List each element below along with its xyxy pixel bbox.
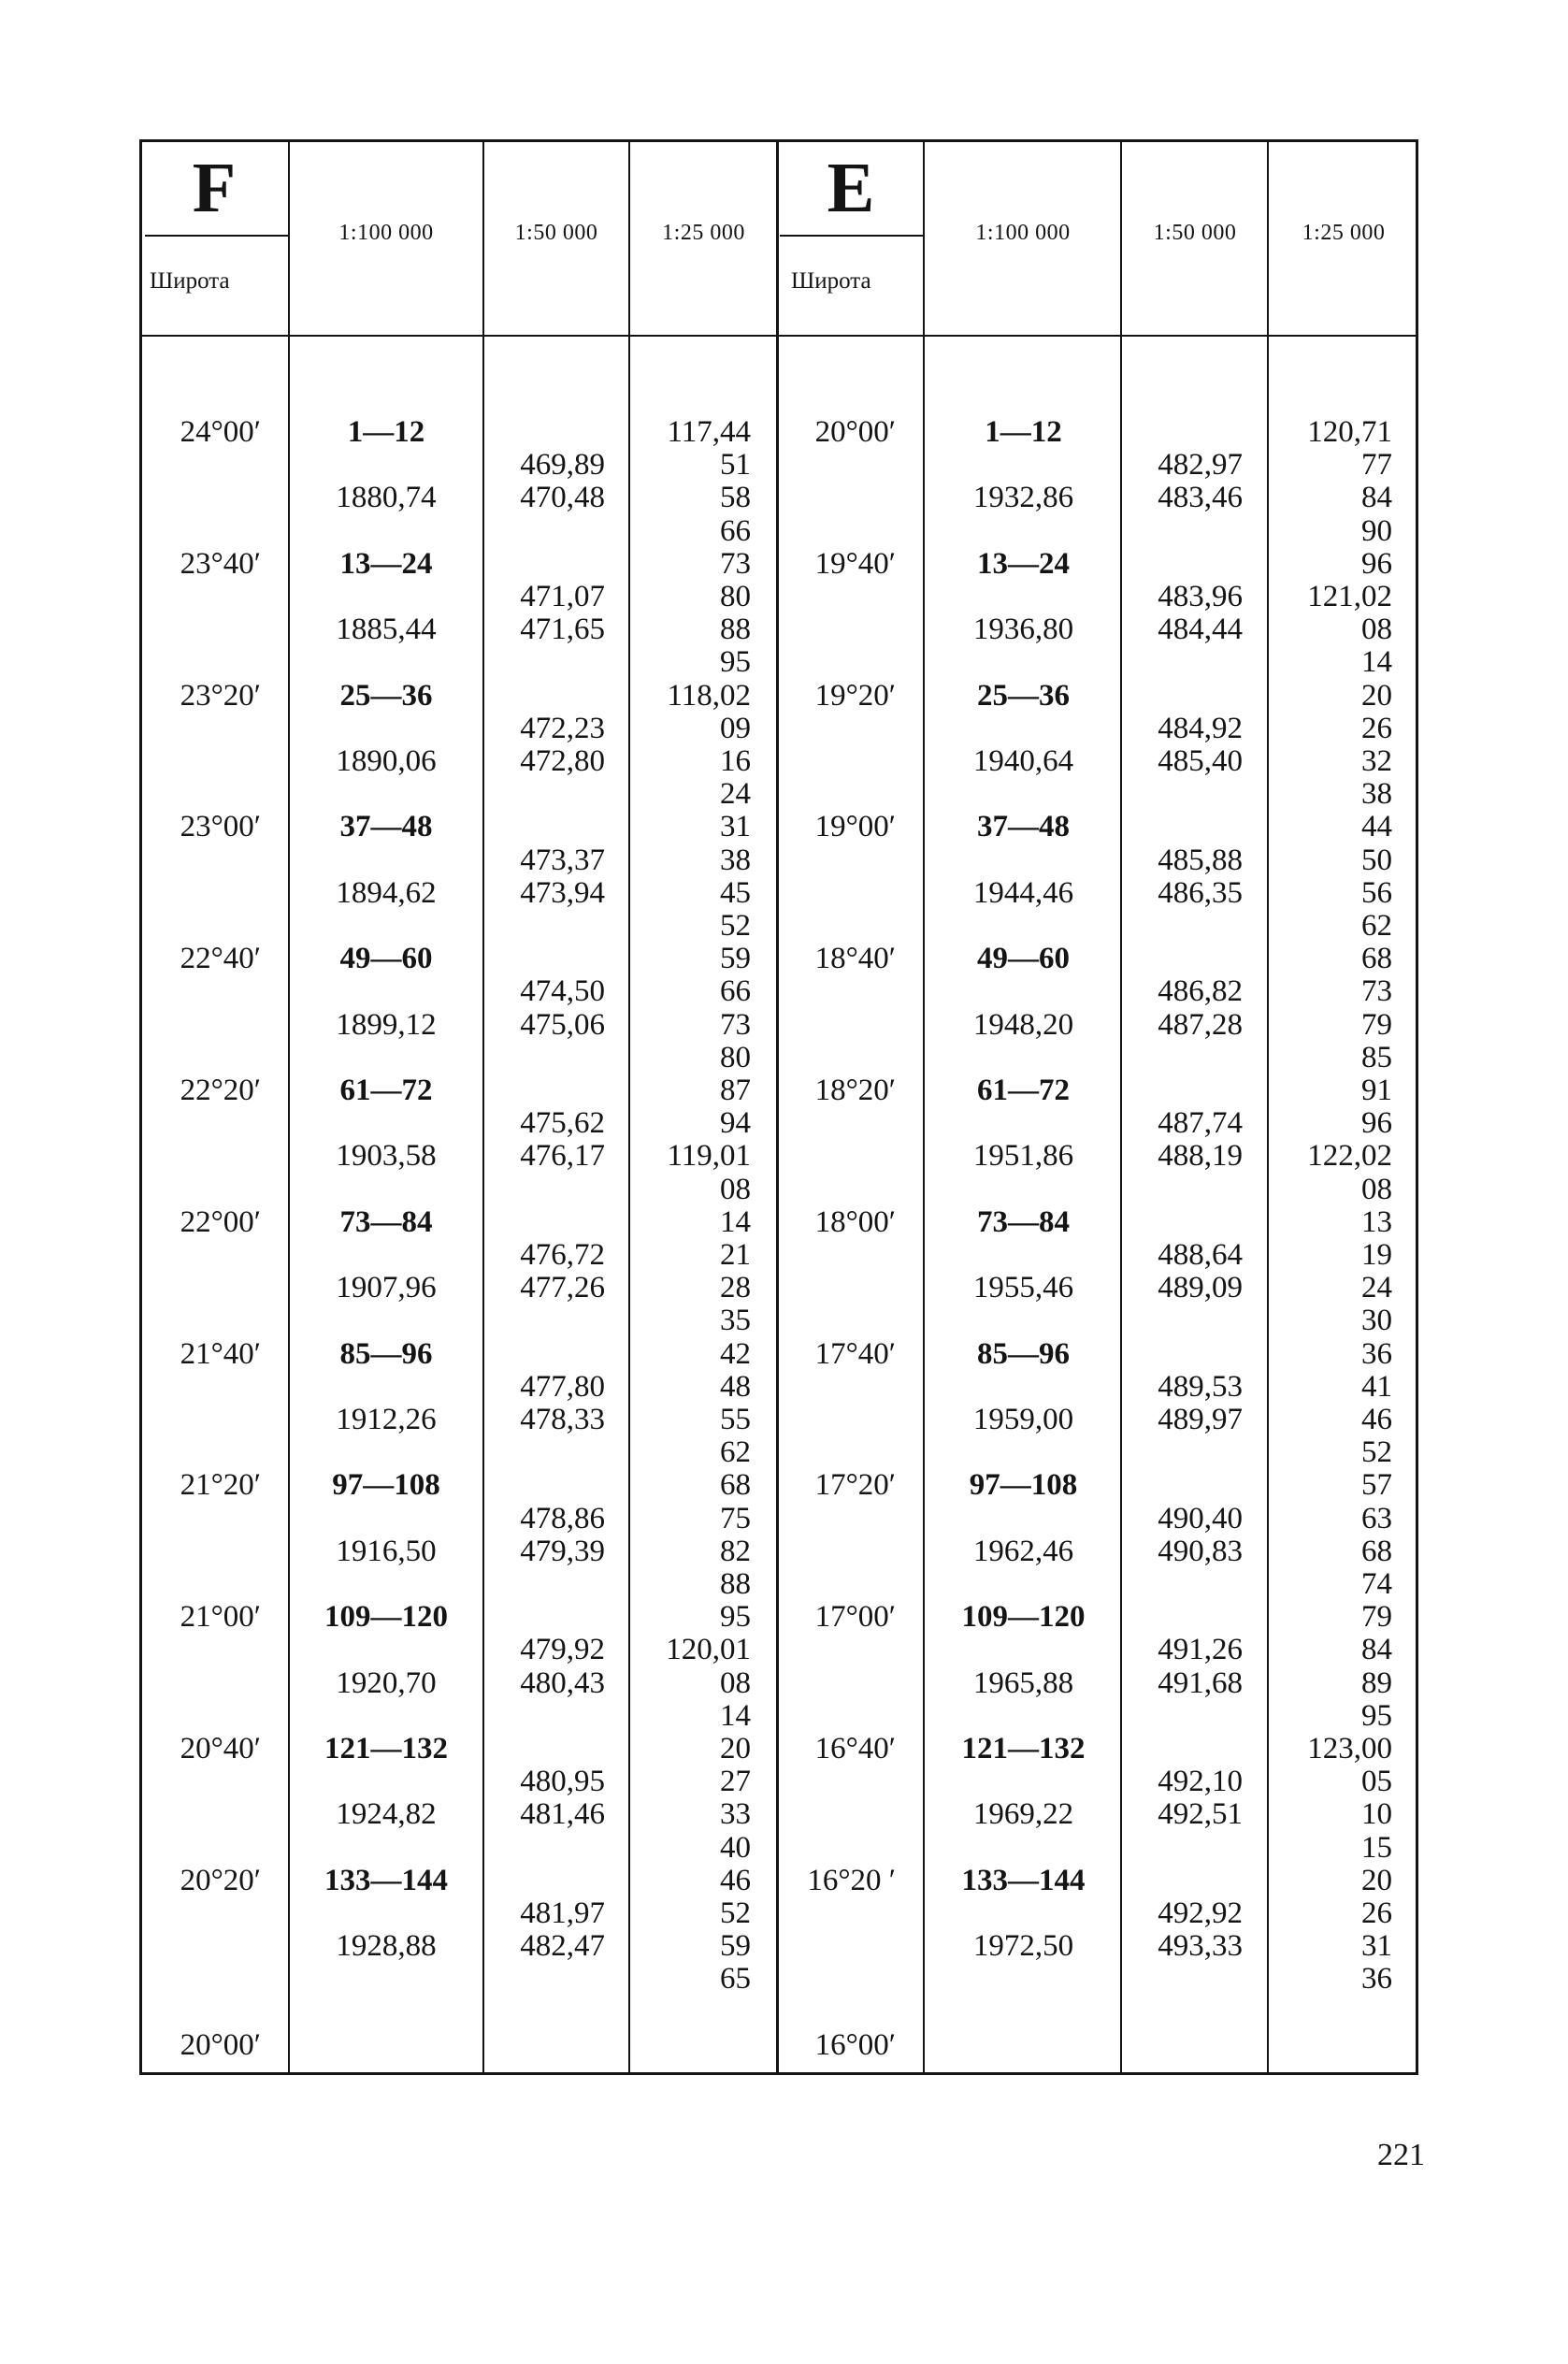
scale-25k-cell: 27 (720, 1765, 751, 1799)
scale-100k-cell: 1928,88 (336, 1929, 437, 1964)
latitude-cell: 20°40′ (180, 1732, 261, 1766)
scale-50k-cell: 491,26 (1158, 1633, 1243, 1667)
sheet-range-cell: 133—144 (324, 1863, 448, 1897)
scale-100k-cell: 1965,88 (972, 1665, 1074, 1700)
scale-100k-cell: 1880,74 (336, 481, 437, 515)
scale-25k-cell: 50 (1361, 843, 1392, 877)
scale-25k-cell: 96 (1361, 546, 1392, 581)
scale-25k-cell: 90 (1361, 513, 1392, 548)
sheet-range-cell: 109—120 (324, 1600, 448, 1635)
scale-25k-cell: 88 (720, 613, 751, 647)
scale-25k-cell: 95 (720, 1600, 751, 1635)
scale-100k-cell: 1972,50 (972, 1929, 1074, 1964)
scale-25k-cell: 31 (720, 810, 751, 844)
scale-50k-cell: 480,43 (520, 1665, 605, 1700)
scale-25k-cell: 10 (1361, 1797, 1392, 1832)
scale-25k-cell: 32 (1361, 744, 1392, 778)
latitude-cell: 17°20′ (814, 1468, 896, 1503)
latitude-cell: 16°00′ (814, 2028, 896, 2062)
scale-50k-cell: 481,97 (520, 1896, 605, 1930)
scale-25k-cell: 123,00 (1307, 1732, 1392, 1766)
scale-50k-cell: 476,17 (520, 1139, 605, 1174)
scale-25k-cell: 35 (720, 1304, 751, 1338)
sheet-range-cell: 133—144 (961, 1863, 1086, 1897)
scale-25k-cell: 51 (720, 448, 751, 483)
scale-25k-cell: 95 (720, 645, 751, 680)
scale-100k-cell: 1890,06 (336, 744, 437, 778)
scale-50k-cell: 483,46 (1158, 481, 1243, 515)
scale-25k-cell: 20 (1361, 678, 1392, 713)
latitude-cell: 19°40′ (814, 546, 896, 581)
scale-100k-cell: 1951,86 (972, 1139, 1074, 1174)
scale-100k-cell: 1940,64 (972, 744, 1074, 778)
latitude-cell: 24°00′ (180, 415, 261, 449)
latitude-header: Широта (791, 268, 871, 294)
scale-100k-cell: 1899,12 (336, 1007, 437, 1042)
scale-100k-cell: 1955,46 (972, 1271, 1074, 1305)
scale-25k-cell: 59 (720, 1929, 751, 1964)
latitude-cell: 18°20′ (814, 1074, 896, 1107)
latitude-cell: 16°20 ′ (807, 1863, 896, 1897)
latitude-cell: 20°20′ (180, 1863, 261, 1897)
scale-50k-cell: 492,92 (1158, 1896, 1243, 1930)
scale-50k-cell: 493,33 (1158, 1929, 1243, 1964)
scale-25k-cell: 33 (720, 1797, 751, 1832)
scale-25k-cell: 122,02 (1307, 1139, 1392, 1174)
scale-50k-cell: 471,65 (520, 613, 605, 647)
scale-50k-cell: 482,47 (520, 1929, 605, 1964)
scale-25k-cell: 26 (1361, 1896, 1392, 1930)
latitude-cell: 16°40′ (814, 1732, 896, 1766)
scale-50k-cell: 488,64 (1158, 1238, 1243, 1272)
scale-100k-cell: 1948,20 (972, 1007, 1074, 1042)
scale-50k-cell: 484,44 (1158, 613, 1243, 647)
sheet-range-cell: 61—72 (339, 1074, 433, 1107)
scale-header: 1:50 000 (1153, 221, 1237, 245)
latitude-cell: 22°40′ (180, 942, 261, 976)
scale-25k-cell: 62 (720, 1435, 751, 1470)
scale-100k-cell: 1903,58 (336, 1139, 437, 1174)
scale-25k-cell: 82 (720, 1534, 751, 1568)
scale-25k-cell: 91 (1361, 1074, 1392, 1107)
scale-25k-cell: 118,02 (667, 678, 751, 713)
scale-25k-cell: 120,01 (666, 1633, 751, 1667)
scale-50k-cell: 487,74 (1158, 1106, 1243, 1141)
sheet-range-cell: 121—132 (324, 1732, 448, 1766)
scale-25k-cell: 36 (1361, 1336, 1392, 1371)
scale-header: 1:25 000 (662, 221, 745, 245)
scale-50k-cell: 490,83 (1158, 1534, 1243, 1568)
scale-100k-cell: 1959,00 (972, 1403, 1074, 1436)
scale-25k-cell: 63 (1361, 1501, 1392, 1535)
scale-25k-cell: 40 (720, 1830, 751, 1865)
scale-100k-cell: 1912,26 (336, 1403, 437, 1436)
scale-50k-cell: 473,37 (520, 843, 605, 877)
sheet-range-cell: 37—48 (977, 810, 1070, 844)
scale-50k-cell: 474,50 (520, 974, 605, 1009)
scale-100k-cell: 1969,22 (972, 1797, 1074, 1832)
scale-25k-cell: 24 (720, 777, 751, 812)
scale-25k-cell: 87 (720, 1074, 751, 1107)
scale-25k-cell: 46 (1361, 1403, 1392, 1436)
latitude-cell: 21°00′ (180, 1600, 261, 1635)
latitude-cell: 22°20′ (180, 1074, 261, 1107)
scale-25k-cell: 52 (1361, 1435, 1392, 1470)
scale-50k-cell: 490,40 (1158, 1501, 1243, 1535)
sheet-range-cell: 73—84 (339, 1204, 433, 1239)
latitude-cell: 20°00′ (180, 2028, 261, 2062)
scale-100k-cell: 1885,44 (336, 613, 437, 647)
scale-25k-cell: 45 (720, 875, 751, 910)
scale-25k-cell: 41 (1361, 1369, 1392, 1404)
scale-50k-cell: 491,68 (1158, 1665, 1243, 1700)
scale-header: 1:100 000 (338, 221, 434, 245)
scale-25k-cell: 48 (720, 1369, 751, 1404)
scale-25k-cell: 13 (1361, 1204, 1392, 1239)
latitude-cell: 17°40′ (814, 1336, 896, 1371)
scale-25k-cell: 79 (1361, 1600, 1392, 1635)
sheet-range-cell: 13—24 (977, 546, 1070, 581)
label-divider (145, 235, 289, 237)
latitude-cell: 21°20′ (180, 1468, 261, 1503)
latitude-cell: 21°40′ (180, 1336, 261, 1371)
scale-25k-cell: 57 (1361, 1468, 1392, 1503)
scale-50k-cell: 485,88 (1158, 843, 1243, 877)
scale-50k-cell: 483,96 (1158, 580, 1243, 613)
sheet-range-cell: 25—36 (339, 678, 433, 713)
scale-25k-cell: 56 (1361, 875, 1392, 910)
scale-50k-cell: 485,40 (1158, 744, 1243, 778)
scale-100k-cell: 1894,62 (336, 875, 437, 910)
scale-25k-cell: 58 (720, 481, 751, 515)
scale-100k-cell: 1907,96 (336, 1271, 437, 1305)
sheet-range-cell: 49—60 (977, 942, 1070, 976)
label-divider (780, 235, 924, 237)
scale-25k-cell: 68 (1361, 1534, 1392, 1568)
scale-25k-cell: 08 (1361, 1172, 1392, 1206)
scale-50k-cell: 479,92 (520, 1633, 605, 1667)
scale-100k-cell: 1924,82 (336, 1797, 437, 1832)
scale-50k-cell: 478,33 (520, 1403, 605, 1436)
scale-100k-cell: 1944,46 (972, 875, 1074, 910)
scale-100k-cell: 1962,46 (972, 1534, 1074, 1568)
scale-25k-cell: 09 (720, 711, 751, 745)
scale-25k-cell: 94 (720, 1106, 751, 1141)
scale-50k-cell: 482,97 (1158, 448, 1243, 483)
latitude-cell: 23°00′ (180, 810, 261, 844)
scale-25k-cell: 68 (1361, 942, 1392, 976)
scale-25k-cell: 44 (1361, 810, 1392, 844)
latitude-cell: 20°00′ (814, 415, 896, 449)
scale-25k-cell: 08 (720, 1172, 751, 1206)
latitude-header: Широта (150, 268, 230, 294)
scale-25k-cell: 66 (720, 974, 751, 1009)
scale-50k-cell: 470,48 (520, 481, 605, 515)
latitude-cell: 22°00′ (180, 1204, 261, 1239)
scale-100k-cell: 1936,80 (972, 613, 1074, 647)
scale-50k-cell: 489,97 (1158, 1403, 1243, 1436)
scale-50k-cell: 486,82 (1158, 974, 1243, 1009)
scale-100k-cell: 1920,70 (336, 1665, 437, 1700)
scale-25k-cell: 85 (1361, 1040, 1392, 1074)
scale-50k-cell: 476,72 (520, 1238, 605, 1272)
scale-50k-cell: 471,07 (520, 580, 605, 613)
scale-50k-cell: 472,23 (520, 711, 605, 745)
scale-50k-cell: 489,53 (1158, 1369, 1243, 1404)
scale-25k-cell: 73 (720, 546, 751, 581)
sheet-range-cell: 85—96 (339, 1336, 433, 1371)
scale-50k-cell: 473,94 (520, 875, 605, 910)
scale-50k-cell: 480,95 (520, 1765, 605, 1799)
scale-25k-cell: 75 (720, 1501, 751, 1535)
header-divider (139, 335, 1418, 337)
sheet-range-cell: 97—108 (969, 1468, 1078, 1503)
scale-25k-cell: 52 (720, 1896, 751, 1930)
scale-25k-cell: 68 (720, 1468, 751, 1503)
scale-50k-cell: 488,19 (1158, 1139, 1243, 1174)
scale-25k-cell: 84 (1361, 1633, 1392, 1667)
scale-25k-cell: 88 (720, 1567, 751, 1601)
scale-25k-cell: 62 (1361, 909, 1392, 943)
scale-25k-cell: 19 (1361, 1238, 1392, 1272)
scale-50k-cell: 481,46 (520, 1797, 605, 1832)
latitude-cell: 18°40′ (814, 942, 896, 976)
scale-25k-cell: 46 (720, 1863, 751, 1897)
scale-25k-cell: 05 (1361, 1765, 1392, 1799)
scale-25k-cell: 74 (1361, 1567, 1392, 1601)
scale-50k-cell: 477,26 (520, 1271, 605, 1305)
sheet-range-cell: 85—96 (977, 1336, 1070, 1371)
scale-50k-cell: 486,35 (1158, 875, 1243, 910)
scale-25k-cell: 38 (1361, 777, 1392, 812)
scale-50k-cell: 484,92 (1158, 711, 1243, 745)
scale-25k-cell: 59 (720, 942, 751, 976)
sheet-range-cell: 97—108 (332, 1468, 440, 1503)
scale-25k-cell: 30 (1361, 1304, 1392, 1338)
scale-25k-cell: 55 (720, 1403, 751, 1436)
scale-50k-cell: 477,80 (520, 1369, 605, 1404)
scale-25k-cell: 08 (720, 1665, 751, 1700)
latitude-cell: 23°20′ (180, 678, 261, 713)
scale-25k-cell: 80 (720, 580, 751, 613)
section-label: E (827, 149, 875, 227)
scale-25k-cell: 84 (1361, 481, 1392, 515)
sheet-range-cell: 61—72 (977, 1074, 1070, 1107)
scale-25k-cell: 95 (1361, 1698, 1392, 1733)
scale-25k-cell: 77 (1361, 448, 1392, 483)
scale-25k-cell: 21 (720, 1238, 751, 1272)
scale-25k-cell: 121,02 (1307, 580, 1392, 613)
scale-25k-cell: 120,71 (1307, 415, 1392, 449)
latitude-cell: 19°20′ (814, 678, 896, 713)
latitude-cell: 23°40′ (180, 546, 261, 581)
sheet-range-cell: 1—12 (347, 415, 425, 449)
scale-25k-cell: 66 (720, 513, 751, 548)
scale-25k-cell: 16 (720, 744, 751, 778)
scale-25k-cell: 14 (1361, 645, 1392, 680)
latitude-cell: 19°00′ (814, 810, 896, 844)
scale-25k-cell: 31 (1361, 1929, 1392, 1964)
scale-25k-cell: 36 (1361, 1962, 1392, 1996)
sheet-range-cell: 49—60 (339, 942, 433, 976)
scale-50k-cell: 478,86 (520, 1501, 605, 1535)
scale-25k-cell: 73 (720, 1007, 751, 1042)
scale-25k-cell: 38 (720, 843, 751, 877)
scale-50k-cell: 492,10 (1158, 1765, 1243, 1799)
scale-25k-cell: 20 (1361, 1863, 1392, 1897)
scale-header: 1:100 000 (975, 221, 1071, 245)
scale-25k-cell: 73 (1361, 974, 1392, 1009)
scale-25k-cell: 20 (720, 1732, 751, 1766)
scale-25k-cell: 65 (720, 1962, 751, 1996)
scale-25k-cell: 24 (1361, 1271, 1392, 1305)
sheet-range-cell: 1—12 (985, 415, 1062, 449)
scale-25k-cell: 79 (1361, 1007, 1392, 1042)
scale-25k-cell: 89 (1361, 1665, 1392, 1700)
scale-25k-cell: 08 (1361, 613, 1392, 647)
latitude-cell: 17°00′ (814, 1600, 896, 1635)
scale-25k-cell: 52 (720, 909, 751, 943)
scale-50k-cell: 492,51 (1158, 1797, 1243, 1832)
scale-25k-cell: 14 (720, 1204, 751, 1239)
page-number: 221 (1377, 2138, 1425, 2172)
scale-25k-cell: 28 (720, 1271, 751, 1305)
scale-25k-cell: 80 (720, 1040, 751, 1074)
sheet-range-cell: 25—36 (977, 678, 1070, 713)
scale-25k-cell: 42 (720, 1336, 751, 1371)
section-label: F (192, 149, 237, 227)
scale-25k-cell: 26 (1361, 711, 1392, 745)
scale-25k-cell: 14 (720, 1698, 751, 1733)
sheet-range-cell: 37—48 (339, 810, 433, 844)
scale-50k-cell: 469,89 (520, 448, 605, 483)
sheet-range-cell: 73—84 (977, 1204, 1070, 1239)
scale-50k-cell: 475,62 (520, 1106, 605, 1141)
scale-100k-cell: 1916,50 (336, 1534, 437, 1568)
scale-25k-cell: 117,44 (667, 415, 751, 449)
scale-50k-cell: 475,06 (520, 1007, 605, 1042)
scale-50k-cell: 487,28 (1158, 1007, 1243, 1042)
latitude-cell: 18°00′ (814, 1204, 896, 1239)
sheet-range-cell: 109—120 (961, 1600, 1086, 1635)
sheet-range-cell: 13—24 (339, 546, 433, 581)
scale-header: 1:50 000 (514, 221, 598, 245)
scale-25k-cell: 119,01 (667, 1139, 751, 1174)
scale-50k-cell: 479,39 (520, 1534, 605, 1568)
scale-header: 1:25 000 (1302, 221, 1386, 245)
scale-100k-cell: 1932,86 (972, 481, 1074, 515)
scale-50k-cell: 489,09 (1158, 1271, 1243, 1305)
scale-25k-cell: 96 (1361, 1106, 1392, 1141)
sheet-range-cell: 121—132 (961, 1732, 1086, 1766)
scale-25k-cell: 15 (1361, 1830, 1392, 1865)
scale-50k-cell: 472,80 (520, 744, 605, 778)
